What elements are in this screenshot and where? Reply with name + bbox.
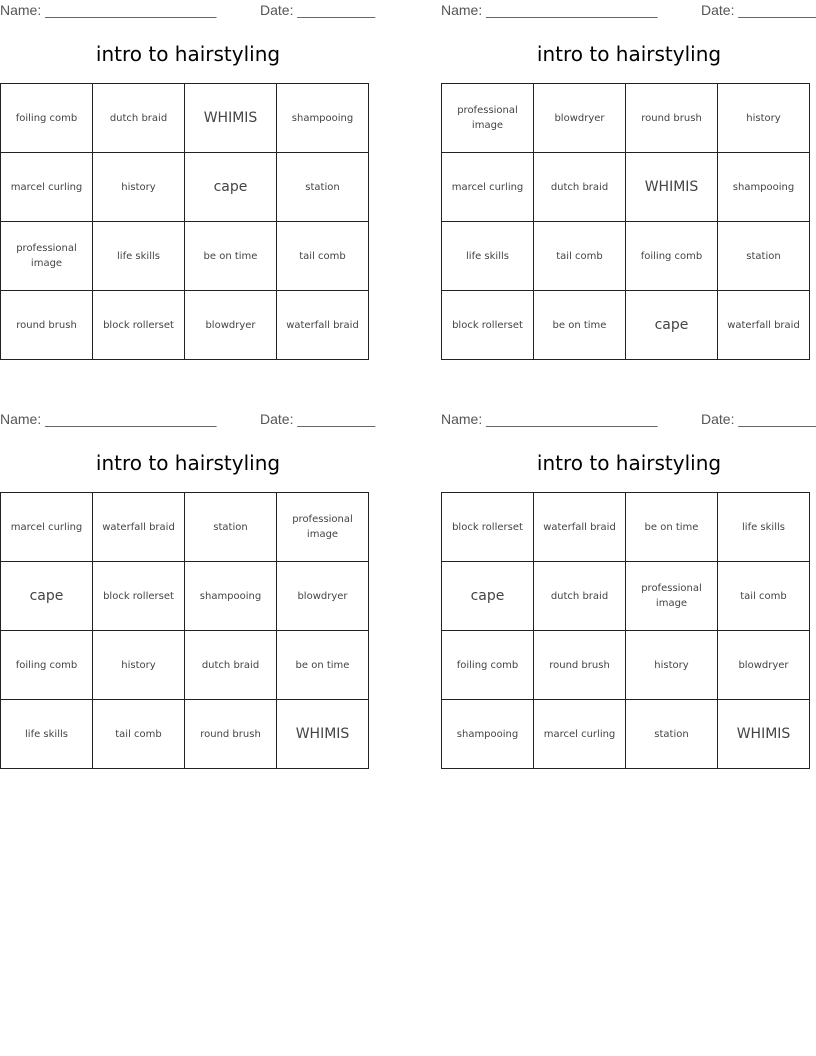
- bingo-grid: [0, 83, 369, 360]
- grid-cell: history: [718, 84, 810, 153]
- grid-row: [1, 84, 369, 153]
- grid-row: [442, 153, 810, 222]
- name-field: Name: ______________________: [441, 2, 658, 18]
- date-field: Date: __________: [260, 2, 376, 18]
- grid-cell: dutch braid: [93, 84, 185, 153]
- date-field: Date: __________: [701, 2, 816, 18]
- bingo-card-3: [0, 409, 376, 774]
- grid-row: [442, 700, 810, 769]
- bingo-card-2: [441, 0, 816, 365]
- grid-cell: marcel curling: [1, 493, 93, 562]
- grid-row: [1, 291, 369, 360]
- grid-cell: tail comb: [534, 222, 626, 291]
- grid-cell: shampooing: [185, 562, 277, 631]
- grid-cell: dutch braid: [185, 631, 277, 700]
- grid-cell: block rollerset: [442, 493, 534, 562]
- bingo-card-4: [441, 409, 816, 774]
- grid-cell: blowdryer: [718, 631, 810, 700]
- grid-cell: dutch braid: [534, 153, 626, 222]
- grid-cell: block rollerset: [93, 562, 185, 631]
- grid-cell: foiling comb: [1, 84, 93, 153]
- name-field: Name: ______________________: [441, 411, 658, 427]
- grid-cell: WHIMIS: [718, 700, 810, 769]
- grid-cell: WHIMIS: [277, 700, 369, 769]
- grid-row: [442, 84, 810, 153]
- grid-cell: cape: [185, 153, 277, 222]
- grid-cell: foiling comb: [442, 631, 534, 700]
- grid-cell: tail comb: [93, 700, 185, 769]
- grid-cell: shampooing: [277, 84, 369, 153]
- grid-row: [442, 291, 810, 360]
- grid-cell: blowdryer: [277, 562, 369, 631]
- grid-cell: professional image: [442, 84, 534, 153]
- date-field: Date: __________: [260, 411, 376, 427]
- grid-cell: cape: [442, 562, 534, 631]
- card-title: intro to hairstyling: [95, 42, 281, 66]
- bingo-card-1: [0, 0, 376, 365]
- grid-cell: professional image: [277, 493, 369, 562]
- grid-cell: WHIMIS: [185, 84, 277, 153]
- grid-cell: round brush: [185, 700, 277, 769]
- bingo-grid: [0, 492, 369, 769]
- grid-row: [1, 493, 369, 562]
- name-field: Name: ______________________: [0, 411, 217, 427]
- grid-row: [1, 700, 369, 769]
- grid-row: [1, 562, 369, 631]
- grid-cell: waterfall braid: [534, 493, 626, 562]
- grid-cell: round brush: [626, 84, 718, 153]
- grid-cell: life skills: [718, 493, 810, 562]
- grid-cell: station: [277, 153, 369, 222]
- grid-cell: be on time: [534, 291, 626, 360]
- grid-cell: history: [93, 153, 185, 222]
- grid-cell: blowdryer: [534, 84, 626, 153]
- grid-cell: foiling comb: [626, 222, 718, 291]
- grid-cell: waterfall braid: [93, 493, 185, 562]
- grid-cell: be on time: [185, 222, 277, 291]
- grid-row: [1, 631, 369, 700]
- grid-cell: shampooing: [718, 153, 810, 222]
- card-title: intro to hairstyling: [95, 451, 281, 475]
- grid-cell: block rollerset: [442, 291, 534, 360]
- grid-cell: history: [93, 631, 185, 700]
- grid-cell: WHIMIS: [626, 153, 718, 222]
- grid-cell: station: [185, 493, 277, 562]
- date-field: Date: __________: [701, 411, 816, 427]
- card-title: intro to hairstyling: [536, 42, 722, 66]
- grid-row: [1, 153, 369, 222]
- bingo-grid: [441, 83, 810, 360]
- grid-cell: life skills: [93, 222, 185, 291]
- grid-cell: foiling comb: [1, 631, 93, 700]
- grid-cell: history: [626, 631, 718, 700]
- grid-cell: round brush: [534, 631, 626, 700]
- grid-cell: professional image: [626, 562, 718, 631]
- name-field: Name: ______________________: [0, 2, 217, 18]
- grid-cell: life skills: [1, 700, 93, 769]
- grid-cell: block rollerset: [93, 291, 185, 360]
- grid-cell: tail comb: [718, 562, 810, 631]
- grid-cell: be on time: [277, 631, 369, 700]
- bingo-grid: [441, 492, 810, 769]
- grid-cell: tail comb: [277, 222, 369, 291]
- grid-row: [442, 562, 810, 631]
- grid-cell: marcel curling: [442, 153, 534, 222]
- grid-cell: cape: [1, 562, 93, 631]
- grid-cell: round brush: [1, 291, 93, 360]
- grid-cell: marcel curling: [1, 153, 93, 222]
- grid-cell: life skills: [442, 222, 534, 291]
- grid-row: [442, 493, 810, 562]
- grid-cell: blowdryer: [185, 291, 277, 360]
- grid-cell: waterfall braid: [718, 291, 810, 360]
- grid-cell: marcel curling: [534, 700, 626, 769]
- grid-cell: shampooing: [442, 700, 534, 769]
- grid-cell: waterfall braid: [277, 291, 369, 360]
- grid-cell: dutch braid: [534, 562, 626, 631]
- grid-row: [442, 631, 810, 700]
- grid-cell: cape: [626, 291, 718, 360]
- grid-cell: professional image: [1, 222, 93, 291]
- grid-cell: station: [718, 222, 810, 291]
- grid-row: [442, 222, 810, 291]
- grid-cell: be on time: [626, 493, 718, 562]
- grid-row: [1, 222, 369, 291]
- grid-cell: station: [626, 700, 718, 769]
- card-title: intro to hairstyling: [536, 451, 722, 475]
